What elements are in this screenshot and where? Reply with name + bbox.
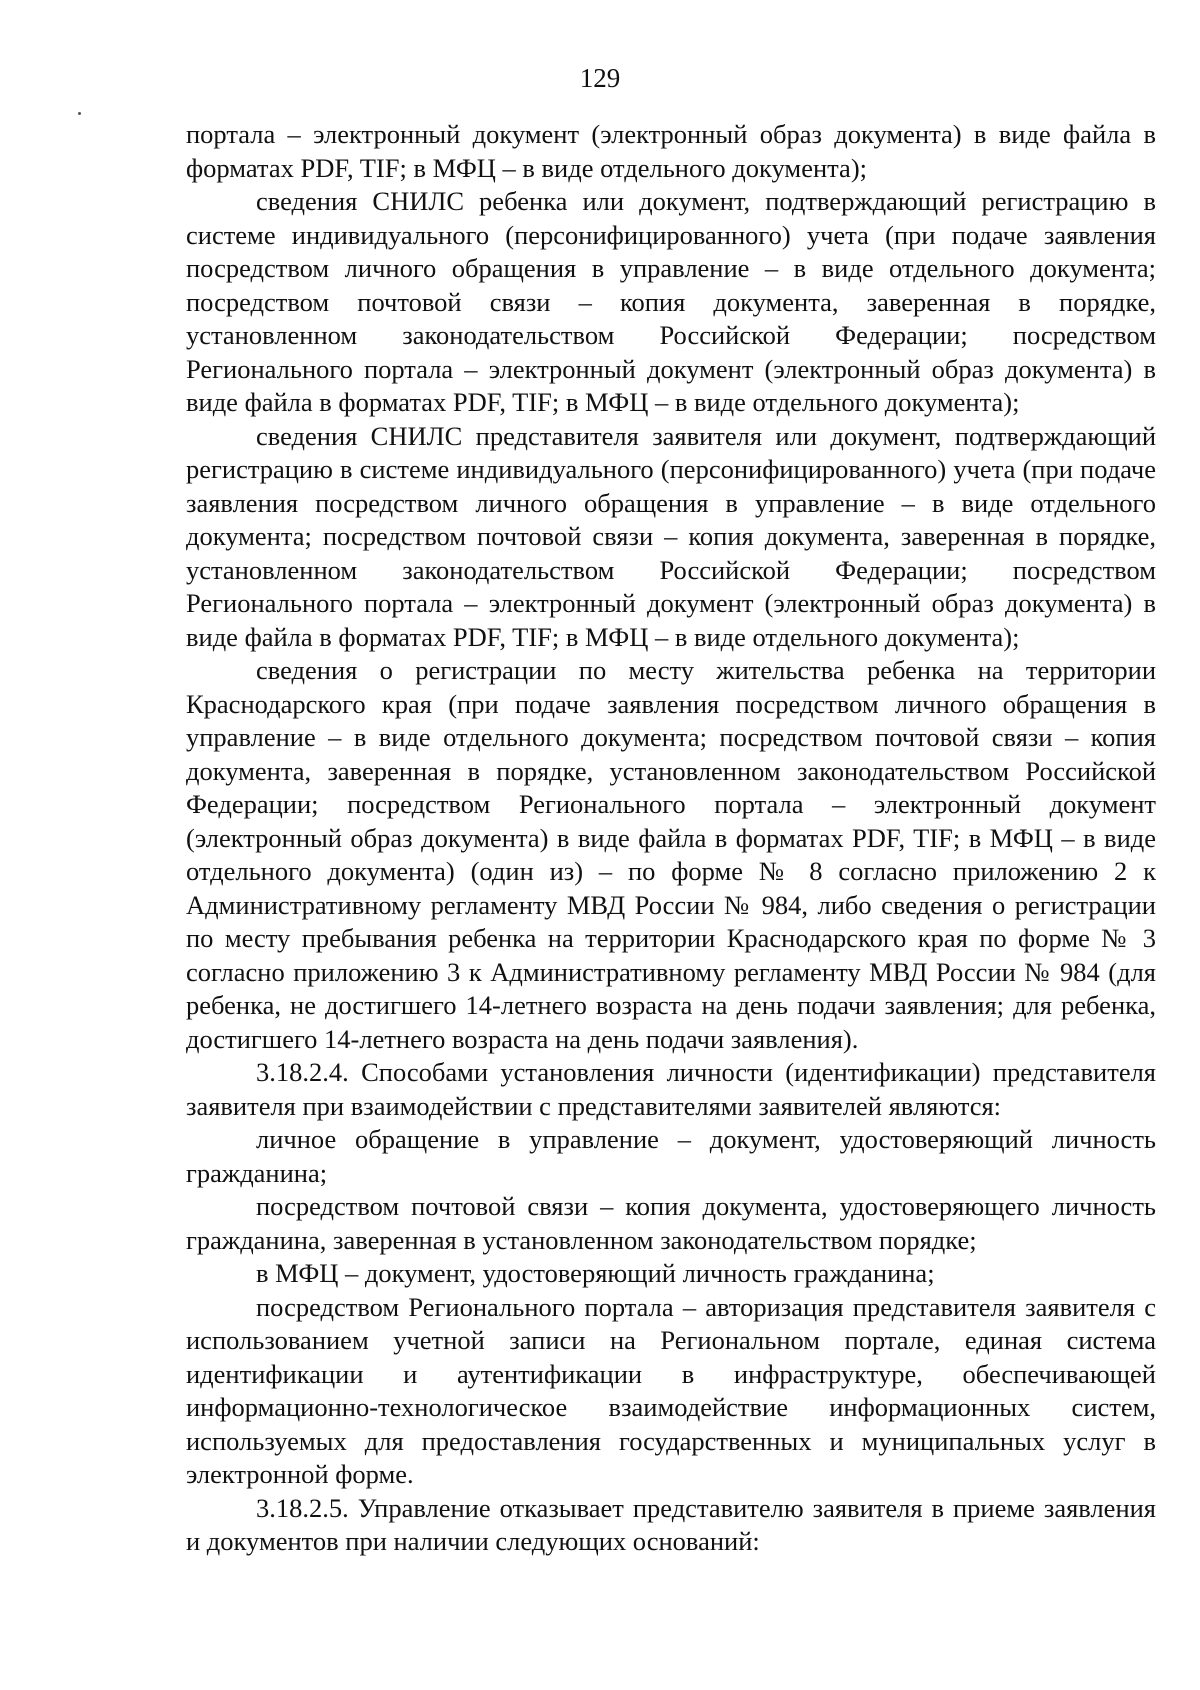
- page-number: 129: [579, 63, 621, 93]
- paragraph-postal: посредством почтовой связи – копия документа, удостоверяющего личность гражданина, заверенная в установленном законодательством порядке;: [186, 1191, 1156, 1255]
- paragraph-3-18-2-4: 3.18.2.4. Способами установления личности (идентификации) представителя заявителя при взаимодействии с представителями заявителей являются:: [186, 1057, 1156, 1121]
- document-body: [186, 118, 1156, 1559]
- paragraph-continuation: портала – электронный документ (электронный образ документа) в виде файла в форматах PDF, TIF; в МФЦ – в виде отдельного документа);: [186, 119, 1156, 183]
- paragraph-regional-portal: посредством Регионального портала – авторизация представителя заявителя с использованием учетной записи на Региональном портале, единая система идентификации и аутентификации в инфраструктуре, обеспечивающей информационно-технологическое взаимодействие информационных систем, используемых для предоставления государственных и муниципальных услуг в электронной форме.: [186, 1291, 1156, 1489]
- paragraph-snils-child: сведения СНИЛС ребенка или документ, подтверждающий регистрацию в системе индивидуального (персонифицированного) учета (при подаче заявления посредством личного обращения в управление – в виде отдельного документа; посредством почтовой связи – копия документа, заверенная в порядке, установленном законодательством Российской Федерации; посредством Регионального портала – электронный документ (электронный образ документа) в виде файла в форматах PDF, TIF; в МФЦ – в виде отдельного документа);: [186, 186, 1156, 417]
- paragraph-mfc: в МФЦ – документ, удостоверяющий личность гражданина;: [256, 1258, 935, 1288]
- paragraph-personal-visit: личное обращение в управление – документ, удостоверяющий личность гражданина;: [186, 1124, 1156, 1188]
- paragraph-3-18-2-5: 3.18.2.5. Управление отказывает представителю заявителя в приеме заявления и документов при наличии следующих оснований:: [186, 1492, 1156, 1556]
- scan-speck: [78, 112, 81, 115]
- paragraph-registration: сведения о регистрации по месту жительства ребенка на территории Краснодарского края (при подаче заявления посредством личного обращения в управление – в виде отдельного документа; посредством почтовой связи – копия документа, заверенная в порядке, установленном законодательством Российской Федерации; посредством Регионального портала – электронный документ (электронный образ документа) в виде файла в форматах PDF, TIF; в МФЦ – в виде отдельного документа) (один из) – по форме № 8 согласно приложению 2 к Административному регламенту МВД России № 984, либо сведения о регистрации по месту пребывания ребенка на территории Краснодарского края по форме № 3 согласно приложению 3 к Административному регламенту МВД России № 984 (для ребенка, не достигшего 14-летнего возраста на день подачи заявления; для ребенка, достигшего 14-летнего возраста на день подачи заявления).: [186, 655, 1156, 1054]
- paragraph-snils-representative: сведения СНИЛС представителя заявителя или документ, подтверждающий регистрацию в системе индивидуального (персонифицированного) учета (при подаче заявления посредством личного обращения в управление – в виде отдельного документа; посредством почтовой связи – копия документа, заверенная в порядке, установленном законодательством Российской Федерации; посредством Регионального портала – электронный документ (электронный образ документа) в виде файла в форматах PDF, TIF; в МФЦ – в виде отдельного документа);: [186, 420, 1156, 652]
